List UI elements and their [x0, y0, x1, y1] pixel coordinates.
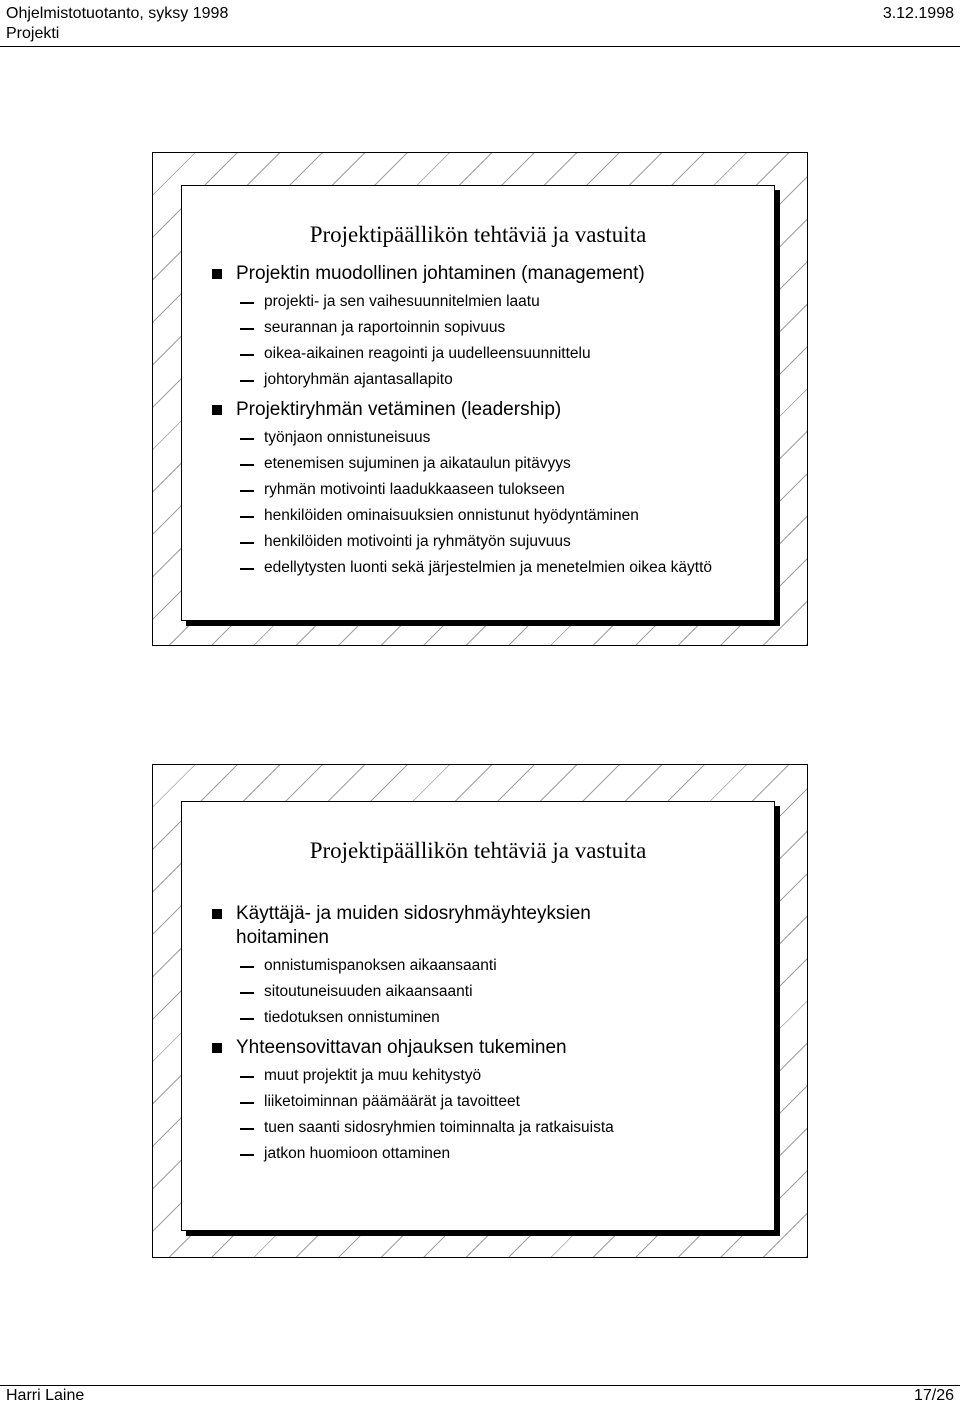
sub-item-text: liiketoiminnan päämäärät ja tavoitteet — [264, 1093, 520, 1110]
slide-2 — [181, 801, 775, 1231]
sub-item-text: jatkon huomioon ottaminen — [264, 1145, 451, 1162]
bullet-text: Projektiryhmän vetäminen (leadership) — [236, 399, 562, 420]
dash-icon — [240, 328, 254, 330]
dash-icon — [240, 542, 254, 544]
bullet-item — [212, 902, 744, 1028]
sub-item-text: henkilöiden ominaisuuksien onnistunut hyödyntäminen — [264, 507, 639, 524]
bullet-text: Projektin muodollinen johtaminen (management) — [236, 263, 645, 284]
page-header — [6, 4, 954, 44]
sub-list — [236, 428, 744, 578]
slide-frame-2 — [152, 764, 808, 1258]
sub-list — [236, 292, 744, 390]
sub-item — [236, 344, 744, 364]
sub-item — [236, 480, 744, 500]
square-bullet-icon — [212, 405, 222, 415]
sub-list — [236, 956, 744, 1028]
bullet-item — [212, 398, 744, 578]
sub-item — [236, 370, 744, 390]
bullet-text: Yhteensovittavan ohjauksen tukeminen — [236, 1037, 567, 1058]
header-date: 3.12.1998 — [882, 5, 954, 22]
page-footer — [6, 1386, 954, 1406]
author-name: Harri Laine — [6, 1387, 85, 1404]
dash-icon — [240, 438, 254, 440]
bullet-text: Käyttäjä- ja muiden sidosryhmäyhteyksien hoitaminen — [236, 903, 591, 948]
topic-title: Projekti — [6, 25, 60, 42]
sub-item — [236, 532, 744, 552]
page-number: 17/26 — [913, 1387, 954, 1404]
header-rule — [0, 46, 960, 47]
sub-item — [236, 1144, 744, 1164]
sub-item-text: oikea-aikainen reagointi ja uudelleensuunnittelu — [264, 345, 591, 362]
dash-icon — [240, 1018, 254, 1020]
sub-item-text: johtoryhmän ajantasallapito — [264, 371, 453, 388]
dash-icon — [240, 380, 254, 382]
sub-item — [236, 956, 744, 976]
slide-1 — [181, 185, 775, 621]
dash-icon — [240, 516, 254, 518]
sub-item-text: sitoutuneisuuden aikaansaanti — [264, 983, 473, 1000]
sub-item-text: muut projektit ja muu kehitystyö — [264, 1067, 482, 1084]
dash-icon — [240, 1076, 254, 1078]
dash-icon — [240, 1128, 254, 1130]
dash-icon — [240, 1102, 254, 1104]
sub-item-text: projekti- ja sen vaihesuunnitelmien laatu — [264, 293, 540, 310]
sub-list — [236, 1066, 744, 1164]
slide-2-bullets — [212, 902, 744, 1164]
bullet-item — [212, 1036, 744, 1164]
sub-item — [236, 1008, 744, 1028]
slide-2-title: Projektipäällikön tehtäviä ja vastuita — [309, 838, 647, 863]
bullet-item — [212, 262, 744, 390]
sub-item — [236, 506, 744, 526]
sub-item — [236, 558, 744, 578]
sub-item-text: etenemisen sujuminen ja aikataulun pitävyys — [264, 455, 571, 472]
dash-icon — [240, 354, 254, 356]
sub-item-text: tuen saanti sidosryhmien toiminnalta ja ratkaisuista — [264, 1119, 614, 1136]
sub-item — [236, 318, 744, 338]
sub-item-text: työnjaon onnistuneisuus — [264, 429, 431, 446]
sub-item-text: henkilöiden motivointi ja ryhmätyön sujuvuus — [264, 533, 571, 550]
slide-frame-1 — [152, 152, 808, 646]
sub-item — [236, 1118, 744, 1138]
dash-icon — [240, 464, 254, 466]
sub-item-text: ryhmän motivointi laadukkaaseen tulokseen — [264, 481, 565, 498]
square-bullet-icon — [212, 1043, 222, 1053]
dash-icon — [240, 1154, 254, 1156]
sub-item — [236, 454, 744, 474]
course-title: Ohjelmistotuotanto, syksy 1998 — [6, 5, 229, 22]
sub-item-text: seurannan ja raportoinnin sopivuus — [264, 319, 506, 336]
sub-item — [236, 428, 744, 448]
dash-icon — [240, 568, 254, 570]
sub-item — [236, 982, 744, 1002]
dash-icon — [240, 490, 254, 492]
square-bullet-icon — [212, 269, 222, 279]
dash-icon — [240, 966, 254, 968]
sub-item-text: onnistumispanoksen aikaansaanti — [264, 957, 497, 974]
sub-item-text: tiedotuksen onnistuminen — [264, 1009, 440, 1026]
sub-item — [236, 1092, 744, 1112]
slide-1-title: Projektipäällikön tehtäviä ja vastuita — [309, 222, 647, 247]
sub-item — [236, 292, 744, 312]
sub-item — [236, 1066, 744, 1086]
dash-icon — [240, 992, 254, 994]
sub-item-text: edellytysten luonti sekä järjestelmien ja menetelmien oikea käyttö — [264, 559, 713, 576]
square-bullet-icon — [212, 909, 222, 919]
slide-1-bullets — [212, 262, 744, 578]
dash-icon — [240, 302, 254, 304]
